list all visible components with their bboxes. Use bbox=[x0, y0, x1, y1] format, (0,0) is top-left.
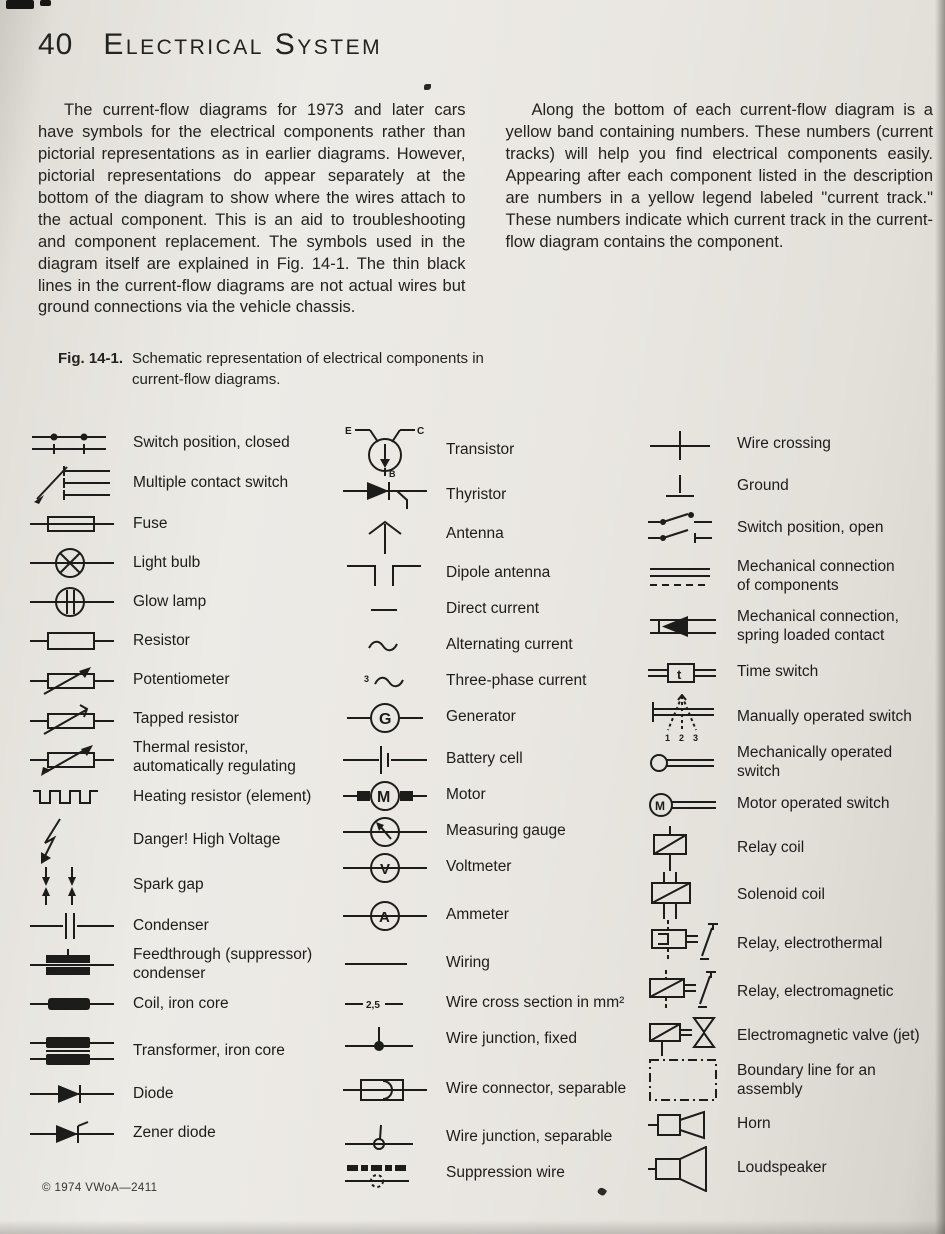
intro-paragraph-right: Along the bottom of each current-flow diagram is a yellow band containing numbers. These numbers (current tracks) will help you find electrical components easily. Appearing after each component listed in the description are numbers in a yellow legend labeled "current track." These numbers indicate which current track in the current-flow diagram contains the component. bbox=[505, 101, 933, 251]
legend-label: Time switch bbox=[737, 663, 819, 681]
legend-label: Three-phase current bbox=[446, 672, 587, 690]
page-number: 40 bbox=[38, 28, 74, 61]
svg-text:V: V bbox=[380, 860, 391, 878]
legend-row bbox=[648, 1058, 938, 1104]
legend-row bbox=[343, 664, 648, 700]
electromagnetic-valve-icon bbox=[648, 1016, 724, 1058]
legend-label: Wire junction, fixed bbox=[446, 1030, 577, 1048]
figure-caption bbox=[58, 349, 498, 390]
scan-artifact bbox=[6, 0, 34, 9]
legend-row bbox=[30, 1075, 343, 1114]
legend-label: Wiring bbox=[446, 954, 490, 972]
legend-row bbox=[343, 1120, 648, 1156]
wire-junction-separable-icon bbox=[343, 1123, 433, 1153]
legend-row bbox=[648, 920, 938, 970]
legend-row bbox=[343, 556, 648, 592]
intro-text bbox=[0, 62, 945, 319]
legend-row bbox=[343, 514, 648, 556]
mechanical-connection-spring-icon bbox=[648, 612, 724, 642]
legend-row bbox=[30, 505, 343, 544]
legend-label: Coil, iron core bbox=[133, 994, 229, 1012]
svg-text:1: 1 bbox=[665, 732, 671, 742]
legend-label: Wire cross section in mm² bbox=[446, 994, 625, 1012]
boundary-line-icon bbox=[648, 1058, 724, 1104]
legend-row bbox=[30, 1114, 343, 1153]
legend-row bbox=[30, 700, 343, 739]
page-title: Electrical System bbox=[103, 28, 383, 61]
legend-column-2 bbox=[343, 424, 648, 1192]
intro-paragraph-left: The current-flow diagrams for 1973 and later cars have symbols for the electrical components rather than pictorial representations as in earlier diagrams. However, pictorial representations do appear separately at the bottom of the diagram to show where the wires attach to the actual component. This is an aid to troubleshooting and component replacement. The symbols used in the diagram itself are explained in Fig. 14-1. The thin black lines in the current-flow diagrams are not actual wires but ground connections via the vehicle chassis. bbox=[38, 101, 466, 317]
legend-row bbox=[648, 606, 938, 648]
legend-label: Thermal resistor, automatically regulating bbox=[133, 739, 296, 776]
legend-label: Voltmeter bbox=[446, 858, 512, 876]
legend-label: Transformer, iron core bbox=[133, 1041, 285, 1059]
legend-row bbox=[648, 826, 938, 872]
ammeter-icon bbox=[343, 899, 433, 933]
legend-column-3 bbox=[648, 424, 938, 1192]
svg-text:C: C bbox=[417, 425, 425, 437]
diode-icon bbox=[30, 1082, 120, 1106]
spark-gap-icon bbox=[30, 865, 120, 907]
horn-icon bbox=[648, 1108, 724, 1142]
wire-connector-separable-icon bbox=[343, 1076, 433, 1104]
legend-label: Relay, electromagnetic bbox=[737, 983, 894, 1001]
legend-row bbox=[30, 865, 343, 907]
legend-label: Motor operated switch bbox=[737, 795, 890, 813]
legend-row bbox=[30, 583, 343, 622]
time-switch-icon bbox=[648, 658, 724, 688]
thermal-resistor-icon bbox=[30, 740, 120, 776]
legend-row bbox=[30, 424, 343, 463]
legend-row bbox=[30, 1032, 343, 1071]
potentiometer-icon bbox=[30, 664, 120, 696]
battery-cell-icon bbox=[343, 746, 433, 774]
legend-label: Loudspeaker bbox=[737, 1159, 827, 1177]
legend-row bbox=[30, 463, 343, 505]
light-bulb-icon bbox=[30, 546, 120, 580]
alternating-current-icon bbox=[343, 637, 433, 655]
legend-label: Ground bbox=[737, 477, 789, 495]
three-phase-current-icon bbox=[343, 672, 433, 692]
wiring-icon bbox=[343, 959, 433, 969]
legend-row bbox=[343, 986, 648, 1022]
legend-label: Electromagnetic valve (jet) bbox=[737, 1027, 920, 1045]
legend-row bbox=[648, 556, 938, 598]
switch-position-open-icon bbox=[648, 511, 724, 547]
legend-row bbox=[30, 544, 343, 583]
legend-row bbox=[30, 946, 343, 985]
legend-label: Spark gap bbox=[133, 876, 204, 894]
motor-icon bbox=[343, 778, 433, 814]
svg-text:M: M bbox=[377, 788, 391, 806]
legend-label: Resistor bbox=[133, 631, 190, 649]
legend-label: Ammeter bbox=[446, 906, 509, 924]
suppression-wire-icon bbox=[343, 1160, 433, 1188]
direct-current-icon bbox=[343, 605, 433, 615]
legend-label: Relay, electrothermal bbox=[737, 935, 883, 953]
legend-label: Thyristor bbox=[446, 486, 507, 504]
legend-label: Tapped resistor bbox=[133, 709, 239, 727]
legend-row bbox=[343, 1156, 648, 1192]
legend-row bbox=[343, 628, 648, 664]
legend-row bbox=[30, 907, 343, 946]
legend-label: Condenser bbox=[133, 916, 209, 934]
legend-row bbox=[343, 592, 648, 628]
legend-label: Zener diode bbox=[133, 1123, 216, 1141]
legend-row bbox=[648, 466, 938, 508]
legend-label: Mechanical connection, spring loaded contact bbox=[737, 607, 899, 644]
svg-text:G: G bbox=[379, 710, 392, 728]
loudspeaker-icon bbox=[648, 1146, 724, 1192]
legend-label: Potentiometer bbox=[133, 670, 230, 688]
legend-label: Suppression wire bbox=[446, 1164, 565, 1182]
scan-artifact bbox=[40, 0, 51, 6]
legend-label: Wire crossing bbox=[737, 435, 831, 453]
multiple-contact-switch-icon bbox=[30, 463, 120, 505]
legend-row bbox=[30, 661, 343, 700]
svg-text:A: A bbox=[379, 908, 390, 926]
svg-text:t: t bbox=[677, 666, 682, 682]
voltmeter-icon bbox=[343, 851, 433, 885]
legend-row bbox=[30, 739, 343, 778]
page-header bbox=[0, 0, 945, 62]
legend-row bbox=[343, 1072, 648, 1108]
legend-row bbox=[30, 622, 343, 661]
legend-row bbox=[343, 700, 648, 736]
mechanical-connection-icon bbox=[648, 564, 724, 590]
legend-row bbox=[343, 742, 648, 778]
legend-row bbox=[343, 814, 648, 850]
legend-label: Horn bbox=[737, 1115, 771, 1133]
page-edge-shadow bbox=[935, 0, 945, 1234]
legend-label: Antenna bbox=[446, 525, 504, 543]
zener-diode-icon bbox=[30, 1120, 120, 1146]
heating-resistor-icon bbox=[30, 786, 120, 808]
legend-label: Transistor bbox=[446, 441, 515, 459]
legend-label: Mechanically operated switch bbox=[737, 743, 893, 780]
relay-electrothermal-icon bbox=[648, 920, 724, 970]
figure-caption-text: Schematic representation of electrical components in current-flow diagrams. bbox=[132, 350, 484, 388]
relay-electromagnetic-icon bbox=[648, 970, 724, 1016]
legend-row bbox=[343, 1022, 648, 1058]
symbol-legend bbox=[0, 424, 945, 1192]
fuse-icon bbox=[30, 513, 120, 535]
solenoid-coil-icon bbox=[648, 872, 724, 920]
legend-label: Generator bbox=[446, 708, 516, 726]
legend-row bbox=[648, 694, 938, 742]
legend-row bbox=[30, 985, 343, 1024]
feedthrough-condenser-icon bbox=[30, 949, 120, 981]
legend-row bbox=[343, 424, 648, 478]
measuring-gauge-icon bbox=[343, 815, 433, 849]
legend-row bbox=[343, 946, 648, 982]
legend-label: Direct current bbox=[446, 600, 540, 618]
legend-column-1 bbox=[30, 424, 343, 1192]
transistor-icon bbox=[343, 424, 433, 478]
figure-label: Fig. 14-1. bbox=[58, 350, 124, 368]
legend-label: Light bulb bbox=[133, 553, 201, 571]
svg-text:M: M bbox=[655, 798, 665, 813]
legend-label: Solenoid coil bbox=[737, 886, 825, 904]
scan-artifact bbox=[424, 84, 431, 90]
legend-row bbox=[343, 478, 648, 514]
tapped-resistor-icon bbox=[30, 702, 120, 736]
legend-label: Diode bbox=[133, 1084, 174, 1102]
copyright-note: © 1974 VWoA—2411 bbox=[42, 1182, 158, 1194]
svg-text:3: 3 bbox=[364, 673, 370, 684]
coil-iron-core-icon bbox=[30, 995, 120, 1013]
legend-row bbox=[648, 508, 938, 550]
wire-cross-section-icon bbox=[343, 996, 433, 1012]
legend-row bbox=[648, 1146, 938, 1192]
svg-text:E: E bbox=[345, 425, 352, 437]
legend-row bbox=[648, 652, 938, 694]
legend-label: Battery cell bbox=[446, 750, 523, 768]
legend-label: Dipole antenna bbox=[446, 564, 551, 582]
manually-operated-switch-icon bbox=[648, 694, 724, 742]
glow-lamp-icon bbox=[30, 585, 120, 619]
legend-label: Measuring gauge bbox=[446, 822, 566, 840]
legend-label: Multiple contact switch bbox=[133, 474, 289, 492]
dipole-antenna-icon bbox=[343, 560, 433, 588]
generator-icon bbox=[343, 700, 433, 736]
svg-text:2,5: 2,5 bbox=[366, 999, 380, 1011]
legend-label: Motor bbox=[446, 786, 486, 804]
legend-label: Manually operated switch bbox=[737, 708, 912, 726]
legend-label: Heating resistor (element) bbox=[133, 787, 312, 805]
danger-high-voltage-icon bbox=[30, 817, 120, 865]
transformer-iron-core-icon bbox=[30, 1035, 120, 1067]
antenna-icon bbox=[343, 514, 433, 556]
legend-row bbox=[30, 817, 343, 865]
legend-row bbox=[648, 970, 938, 1016]
thyristor-icon bbox=[343, 481, 433, 511]
legend-label: Wire connector, separable bbox=[446, 1080, 627, 1098]
legend-label: Mechanical connection of components bbox=[737, 557, 895, 594]
ground-icon bbox=[648, 473, 724, 501]
legend-row bbox=[343, 778, 648, 814]
legend-row bbox=[648, 872, 938, 920]
legend-label: Glow lamp bbox=[133, 592, 207, 610]
legend-label: Switch position, open bbox=[737, 519, 884, 537]
svg-text:B: B bbox=[389, 468, 396, 478]
legend-label: Switch position, closed bbox=[133, 433, 290, 451]
motor-operated-switch-icon bbox=[648, 790, 724, 820]
condenser-icon bbox=[30, 911, 120, 941]
legend-label: Alternating current bbox=[446, 636, 573, 654]
legend-row bbox=[30, 778, 343, 817]
resistor-icon bbox=[30, 630, 120, 652]
legend-label: Boundary line for an assembly bbox=[737, 1061, 876, 1098]
legend-label: Feedthrough (suppressor) condenser bbox=[133, 946, 313, 983]
legend-row bbox=[648, 784, 938, 826]
relay-coil-icon bbox=[648, 826, 724, 872]
legend-row bbox=[648, 1016, 938, 1058]
legend-row bbox=[343, 898, 648, 934]
legend-label: Relay coil bbox=[737, 839, 805, 857]
svg-text:2: 2 bbox=[679, 732, 685, 742]
switch-position-closed-icon bbox=[30, 430, 120, 456]
wire-crossing-icon bbox=[648, 429, 724, 461]
legend-label: Danger! High Voltage bbox=[133, 831, 281, 849]
legend-label: Wire junction, separable bbox=[446, 1128, 613, 1146]
legend-row bbox=[648, 742, 938, 784]
legend-row bbox=[648, 1104, 938, 1146]
page-edge-shadow bbox=[0, 1220, 945, 1234]
legend-label: Fuse bbox=[133, 514, 168, 532]
wire-junction-fixed-icon bbox=[343, 1025, 433, 1055]
mechanically-operated-switch-icon bbox=[648, 750, 724, 776]
legend-row bbox=[648, 424, 938, 466]
legend-row bbox=[343, 850, 648, 886]
svg-text:3: 3 bbox=[693, 732, 699, 742]
